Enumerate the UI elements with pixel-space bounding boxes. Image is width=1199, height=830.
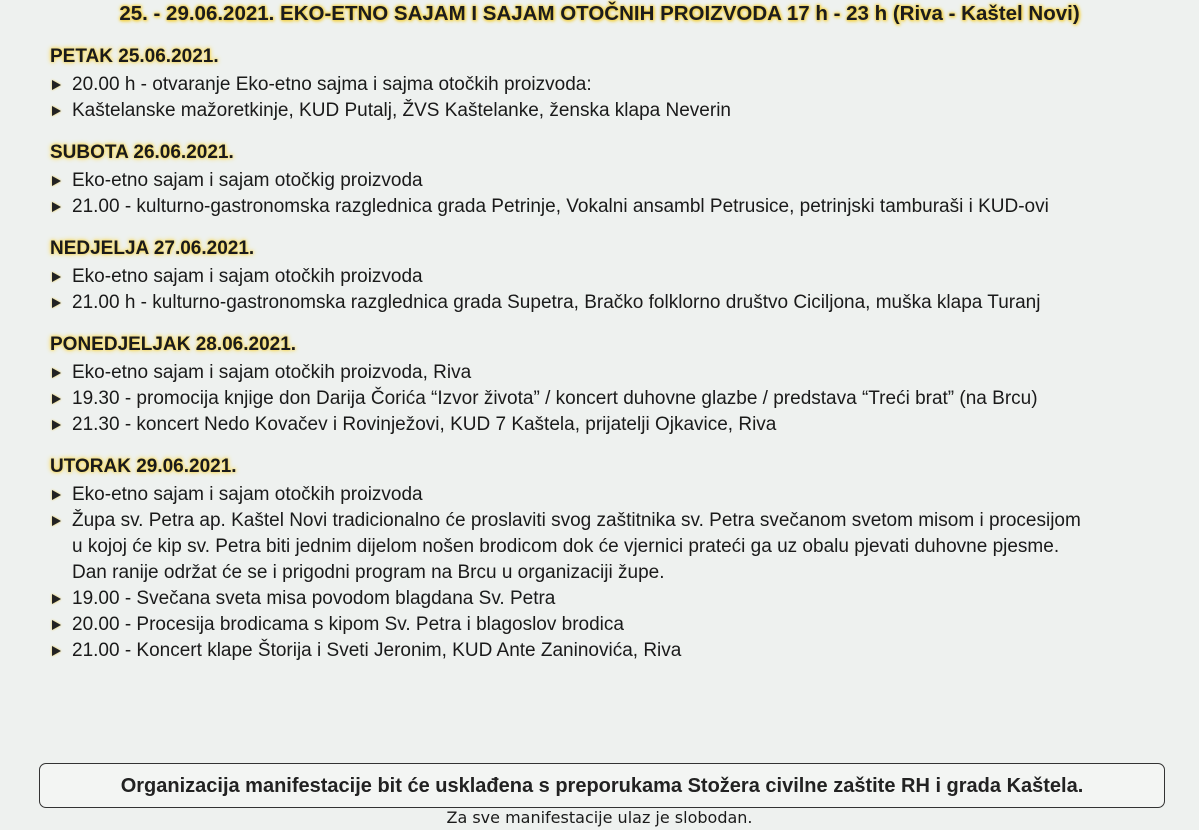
program-item-text xyxy=(72,412,1190,438)
program-item-text xyxy=(72,72,1190,98)
triangle-right-icon xyxy=(50,482,72,508)
day-title: PETAK 25.06.2021. xyxy=(50,46,219,67)
program-item-line: 20.00 - Procesija brodicama s kipom Sv. Petra i blagoslov brodica xyxy=(72,614,624,635)
program-item-line: 19.30 - promocija knjige don Darija Čorića “Izvor života” / koncert duhovne glazbe / predstava “Treći brat” (na Brcu) xyxy=(72,388,1038,409)
program-item-text xyxy=(72,290,1190,316)
program-item-line: 21.30 - koncert Nedo Kovačev i Rovinježovi, KUD 7 Kaštela, prijatelji Ojkavice, Riva xyxy=(72,414,777,435)
program-item-line: Eko-etno sajam i sajam otočkih proizvoda xyxy=(72,484,423,505)
program-item-line: Eko-etno sajam i sajam otočkig proizvoda xyxy=(72,170,423,191)
program-item xyxy=(50,482,1190,508)
program-item-line: u kojoj će kip sv. Petra biti jednim dijelom nošen brodicom dok će vjernici prateći ga uz obalu pjevati duhovne pjesme. xyxy=(72,536,1060,557)
program-item-text xyxy=(72,482,1190,508)
organization-notice: Organizacija manifestacije bit će usklađena s preporukama Stožera civilne zaštite RH i grada Kaštela. xyxy=(39,763,1165,808)
program-item xyxy=(50,612,1190,638)
program-item xyxy=(50,264,1190,290)
program-item-line: Dan ranije održat će se i prigodni program na Brcu u organizaciji župe. xyxy=(72,562,665,583)
day-section xyxy=(50,454,1190,664)
schedule xyxy=(50,44,1190,680)
program-item xyxy=(50,412,1190,438)
day-title: PONEDJELJAK 28.06.2021. xyxy=(50,334,297,355)
program-item-text xyxy=(72,586,1190,612)
program-item-line: Župa sv. Petra ap. Kaštel Novi tradicionalno će proslaviti svog zaštitnika sv. Petra svečanom svetom misom i procesijom xyxy=(72,510,1081,531)
program-item-text xyxy=(72,360,1190,386)
program-item-line: 21.00 - Koncert klape Štorija i Sveti Jeronim, KUD Ante Zaninovića, Riva xyxy=(72,640,682,661)
program-item xyxy=(50,194,1190,220)
free-entry-note: Za sve manifestacije ulaz je slobodan. xyxy=(446,808,753,827)
page-title: 25. - 29.06.2021. EKO-ETNO SAJAM I SAJAM OTOČNIH PROIZVODA 17 h - 23 h (Riva - Kaštel Novi) xyxy=(119,2,1080,25)
day-title: SUBOTA 26.06.2021. xyxy=(50,142,234,163)
program-item xyxy=(50,72,1190,98)
triangle-right-icon xyxy=(50,386,72,412)
program-item xyxy=(50,98,1190,124)
program-item xyxy=(50,290,1190,316)
program-item-line: Kaštelanske mažoretkinje, KUD Putalj, ŽVS Kaštelanke, ženska klapa Neverin xyxy=(72,100,731,121)
program-item-text xyxy=(72,168,1190,194)
program-item-text xyxy=(72,98,1190,124)
day-title: NEDJELJA 27.06.2021. xyxy=(50,238,255,259)
program-item-text xyxy=(72,194,1190,220)
triangle-right-icon xyxy=(50,586,72,612)
program-item-line: 19.00 - Svečana sveta misa povodom blagdana Sv. Petra xyxy=(72,588,556,609)
program-item-line: Eko-etno sajam i sajam otočkih proizvoda xyxy=(72,266,423,287)
day-section xyxy=(50,140,1190,220)
triangle-right-icon xyxy=(50,72,72,98)
program-item-text xyxy=(72,264,1190,290)
triangle-right-icon xyxy=(50,290,72,316)
program-item-line: 20.00 h - otvaranje Eko-etno sajma i sajma otočkih proizvoda: xyxy=(72,74,592,95)
program-item xyxy=(50,360,1190,386)
program-item xyxy=(50,386,1190,412)
triangle-right-icon xyxy=(50,638,72,664)
day-section xyxy=(50,236,1190,316)
program-item xyxy=(50,586,1190,612)
program-item xyxy=(50,508,1190,586)
program-item-text xyxy=(72,386,1190,412)
triangle-right-icon xyxy=(50,264,72,290)
program-item-line: 21.00 - kulturno-gastronomska razglednica grada Petrinje, Vokalni ansambl Petrusice, petrinjski tamburaši i KUD-ovi xyxy=(72,196,1049,217)
program-item-line: 21.00 h - kulturno-gastronomska razglednica grada Supetra, Bračko folklorno društvo Ciciljona, muška klapa Turanj xyxy=(72,292,1041,313)
program-item-text xyxy=(72,612,1190,638)
program-item-text xyxy=(72,638,1190,664)
program-item xyxy=(50,168,1190,194)
triangle-right-icon xyxy=(50,360,72,386)
program-item xyxy=(50,638,1190,664)
day-section xyxy=(50,332,1190,438)
triangle-right-icon xyxy=(50,508,72,586)
day-title: UTORAK 29.06.2021. xyxy=(50,456,237,477)
program-item-line: Eko-etno sajam i sajam otočkih proizvoda, Riva xyxy=(72,362,472,383)
day-section xyxy=(50,44,1190,124)
triangle-right-icon xyxy=(50,194,72,220)
triangle-right-icon xyxy=(50,412,72,438)
triangle-right-icon xyxy=(50,98,72,124)
triangle-right-icon xyxy=(50,612,72,638)
triangle-right-icon xyxy=(50,168,72,194)
program-item-text xyxy=(72,508,1190,586)
